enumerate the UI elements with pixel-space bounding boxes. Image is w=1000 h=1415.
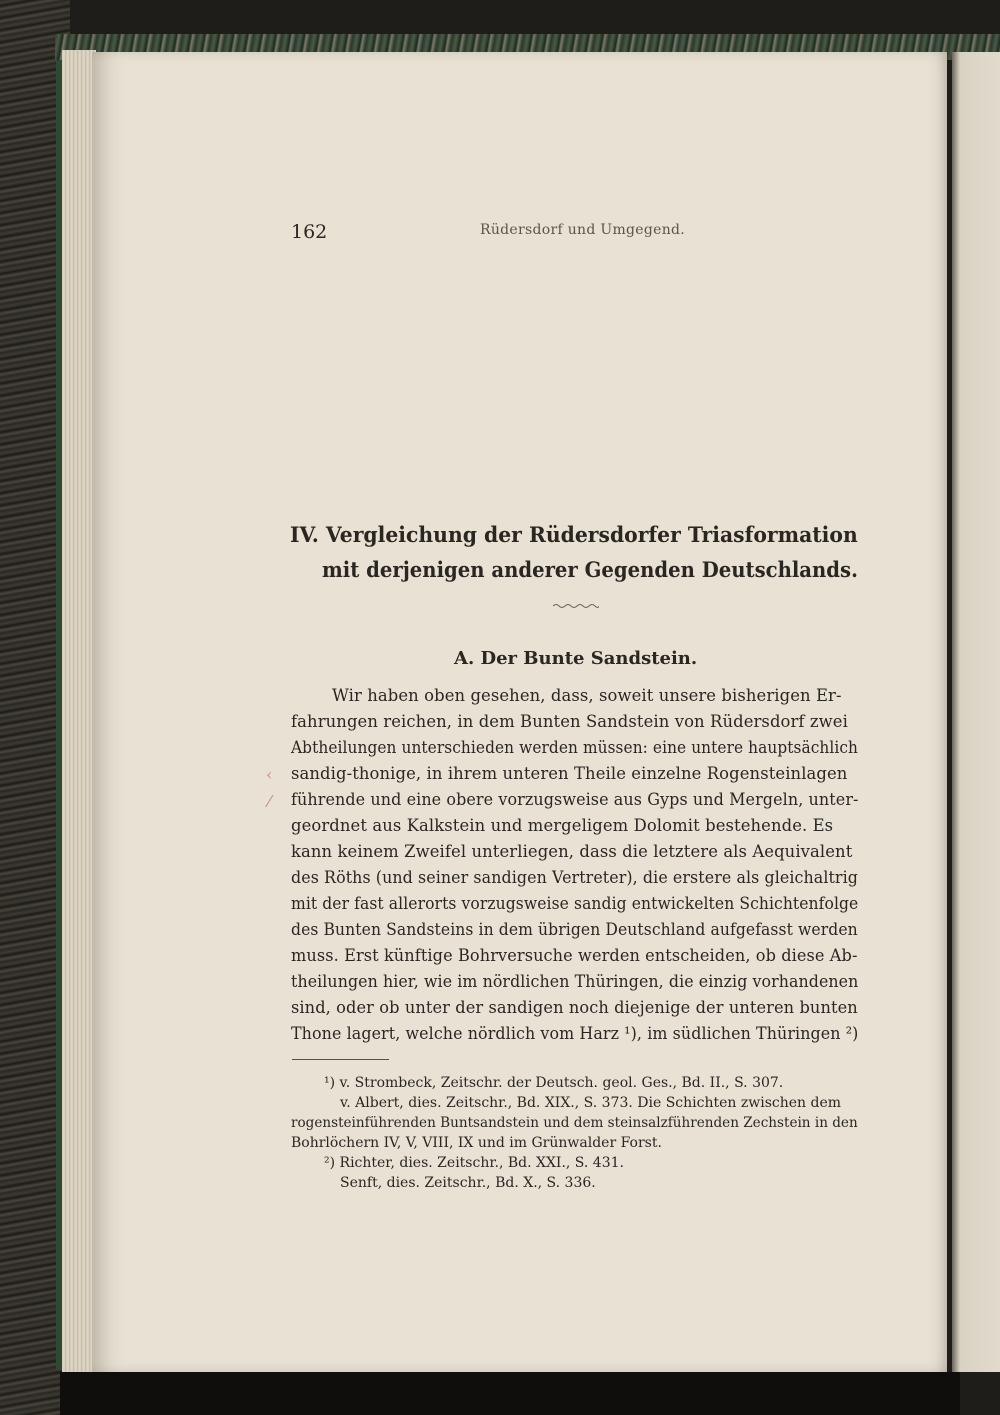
- body-line: sind, oder ob unter der sandigen noch diejenige der unteren bunten: [291, 998, 858, 1017]
- footnote-line: Bohrlöchern IV, V, VIII, IX und im Grünwalder Forst.: [291, 1135, 662, 1151]
- page-edge-stack: [62, 50, 96, 1385]
- section-title: A. Der Bunte Sandstein.: [454, 648, 698, 669]
- chapter-heading-line-2: mit derjenigen anderer Gegenden Deutschlands.: [322, 557, 858, 582]
- body-line: des Bunten Sandsteins in dem übrigen Deutschland aufgefasst werden: [291, 920, 858, 939]
- book-bottom-shadow: [60, 1372, 960, 1415]
- body-line: theilungen hier, wie im nördlichen Thüringen, die einzig vorhandenen: [291, 972, 859, 991]
- footnote-separator: [292, 1059, 389, 1060]
- footnote-line: ²) Richter, dies. Zeitschr., Bd. XXI., S. 431.: [324, 1155, 624, 1171]
- footnote-line: rogensteinführenden Buntsandstein und dem steinsalzführenden Zechstein in den: [291, 1115, 858, 1131]
- body-line: führende und eine obere vorzugsweise aus Gyps und Mergeln, unter-: [291, 790, 859, 809]
- body-line: mit der fast allerorts vorzugsweise sandig entwickelten Schichtenfolge: [291, 894, 859, 913]
- body-line: des Röths (und seiner sandigen Vertreter), die erstere als gleichaltrig: [291, 868, 858, 887]
- margin-pencil-mark: ‹: [266, 765, 273, 784]
- body-line: Wir haben oben gesehen, dass, soweit unsere bisherigen Er-: [332, 686, 842, 705]
- body-line: kann keinem Zweifel unterliegen, dass die letztere als Aequivalent: [291, 842, 853, 861]
- adjacent-page: [952, 52, 1000, 1372]
- margin-pencil-mark: ⁄: [268, 792, 271, 811]
- page-number: 162: [291, 221, 328, 243]
- body-line: Abtheilungen unterschieden werden müssen: eine untere hauptsächlich: [291, 738, 859, 757]
- book-binding: [0, 0, 70, 1415]
- body-line: geordnet aus Kalkstein und mergeligem Dolomit bestehende. Es: [291, 816, 834, 835]
- body-line: fahrungen reichen, in dem Bunten Sandstein von Rüdersdorf zwei: [291, 712, 848, 731]
- footnote-line: ¹) v. Strombeck, Zeitschr. der Deutsch. geol. Ges., Bd. II., S. 307.: [324, 1075, 784, 1091]
- chapter-heading-line-1: IV. Vergleichung der Rüdersdorfer Triasformation: [290, 522, 858, 547]
- footnote-line: Senft, dies. Zeitschr., Bd. X., S. 336.: [340, 1175, 596, 1191]
- body-line: muss. Erst künftige Bohrversuche werden entscheiden, ob diese Ab-: [291, 946, 858, 965]
- footnote-line: v. Albert, dies. Zeitschr., Bd. XIX., S. 373. Die Schichten zwischen dem: [340, 1095, 842, 1111]
- ornament-divider: [553, 602, 599, 610]
- running-head: Rüdersdorf und Umgegend.: [480, 222, 686, 238]
- body-line: Thone lagert, welche nördlich vom Harz ¹), im südlichen Thüringen ²): [291, 1024, 859, 1043]
- body-line: sandig-thonige, in ihrem unteren Theile einzelne Rogensteinlagen: [291, 764, 848, 783]
